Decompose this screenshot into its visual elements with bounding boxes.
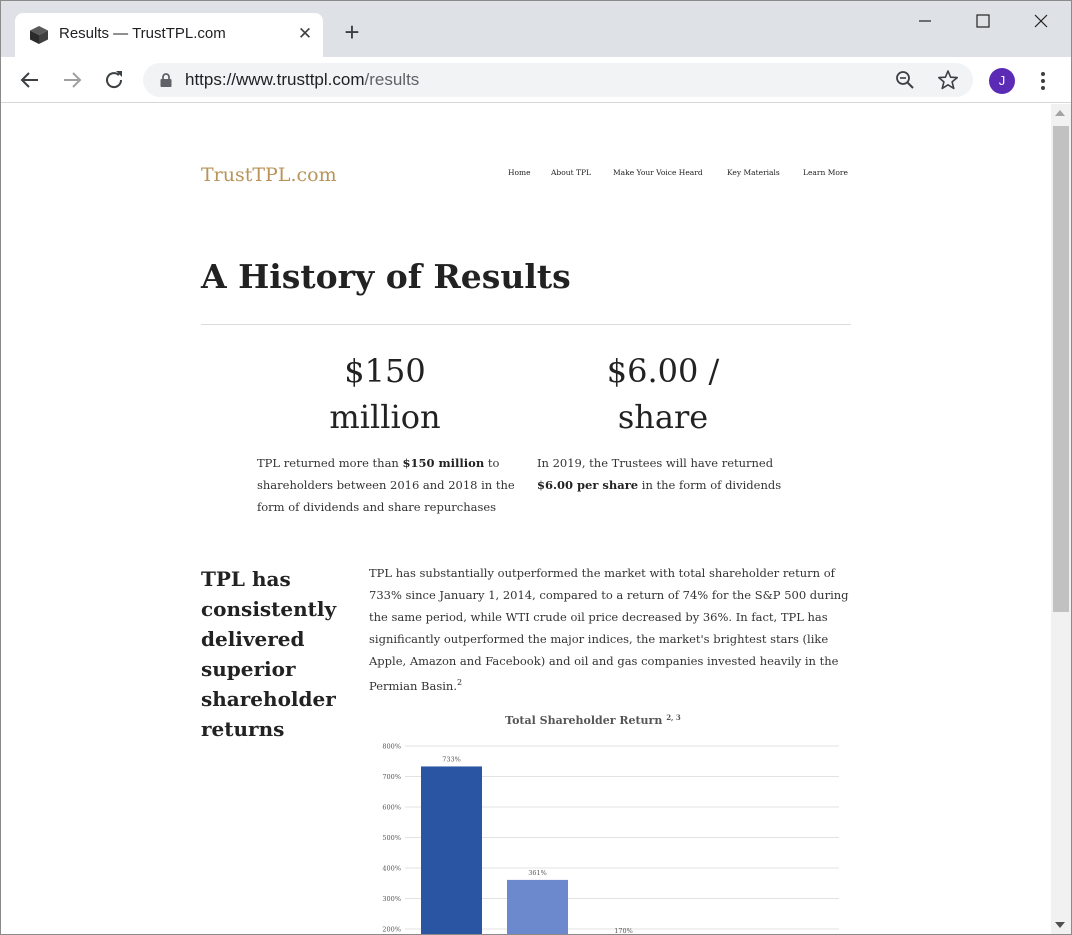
bar bbox=[421, 766, 482, 935]
stat-line-1: $150 bbox=[344, 352, 426, 390]
page-title: A History of Results bbox=[201, 257, 571, 296]
vertical-scrollbar[interactable] bbox=[1051, 104, 1071, 935]
nav-about-tpl[interactable]: About TPL bbox=[551, 168, 591, 177]
total-shareholder-return-chart bbox=[369, 712, 849, 935]
footnote-ref: 2 bbox=[456, 678, 463, 687]
y-tick-label: 200% bbox=[382, 925, 401, 934]
stat-returned-amount bbox=[285, 348, 485, 440]
nav-key-materials[interactable]: Key Materials bbox=[727, 168, 780, 177]
stat-line-2: million bbox=[329, 398, 441, 436]
bar-data-label: 361% bbox=[528, 868, 547, 877]
chart-title: Total Shareholder Return $^{2, 3}$ bbox=[505, 713, 681, 727]
stat-line-2: share bbox=[617, 398, 709, 436]
tab-title: Results — TrustTPL.com bbox=[59, 25, 226, 42]
nav-make-your-voice-heard[interactable]: Make Your Voice Heard bbox=[613, 168, 703, 177]
stat-per-share bbox=[563, 348, 763, 440]
y-tick-label: 400% bbox=[382, 864, 401, 873]
reload-icon[interactable] bbox=[99, 65, 129, 95]
y-tick-label: 500% bbox=[382, 834, 401, 842]
browser-toolbar bbox=[1, 57, 1071, 103]
stat-description: In 2019, the Trustees will have returned $6.00 per share in the form of dividends bbox=[537, 456, 782, 492]
y-tick-label: 600% bbox=[382, 803, 401, 812]
maximize-icon[interactable] bbox=[963, 7, 1003, 35]
scroll-up-arrow-icon[interactable] bbox=[1055, 110, 1065, 116]
active-tab[interactable] bbox=[15, 13, 323, 57]
lock-icon bbox=[159, 72, 173, 88]
zoom-out-icon[interactable] bbox=[895, 70, 915, 90]
url-text[interactable] bbox=[185, 70, 419, 90]
url-path: /results bbox=[364, 70, 420, 89]
y-tick-label: 300% bbox=[382, 895, 401, 903]
stat-line-1: $6.00 / bbox=[606, 352, 720, 390]
site-logo[interactable]: TrustTPL.com bbox=[201, 164, 337, 186]
nav-home[interactable]: Home bbox=[508, 168, 531, 177]
bar bbox=[507, 880, 568, 935]
divider bbox=[201, 324, 851, 325]
cube-favicon-icon bbox=[29, 25, 49, 45]
bar-data-label: 733% bbox=[442, 755, 461, 764]
page-viewport bbox=[1, 104, 1051, 935]
stat-description: TPL returned more than $150 million to shareholders between 2016 and 2018 in the form of dividends and share repurchases bbox=[257, 456, 515, 514]
new-tab-button[interactable]: + bbox=[344, 17, 360, 47]
nav-learn-more[interactable]: Learn More bbox=[803, 168, 848, 177]
site-nav bbox=[508, 168, 850, 182]
bar-data-label: 170% bbox=[614, 927, 633, 935]
y-tick-label: 800% bbox=[382, 742, 401, 751]
section-body: TPL has substantially outperformed the market with total shareholder return of 733% since January 1, 2014, compared to a return of 74% for the S&P 500 during the same period, while WTI crude oil price decreased by 36%. In fact, TPL has significantly outperformed the major indices, the market's brightest stars (like Apple, Amazon and Facebook) and oil and gas companies invested heavily in the Permian Basin.$^2$ bbox=[369, 566, 849, 693]
forward-arrow-icon[interactable] bbox=[57, 65, 87, 95]
url-host: https://www.trusttpl.com bbox=[185, 70, 365, 89]
bookmark-star-icon[interactable] bbox=[937, 69, 959, 91]
tab-strip bbox=[1, 1, 1071, 57]
y-tick-label: 700% bbox=[382, 773, 401, 781]
back-arrow-icon[interactable] bbox=[15, 65, 45, 95]
more-menu-icon[interactable] bbox=[1033, 69, 1053, 93]
window-close-icon[interactable] bbox=[1021, 7, 1061, 35]
scroll-down-arrow-icon[interactable] bbox=[1055, 922, 1065, 928]
address-bar[interactable] bbox=[143, 63, 973, 97]
tab-close-icon[interactable]: ✕ bbox=[297, 24, 313, 43]
scroll-thumb[interactable] bbox=[1053, 126, 1069, 612]
profile-avatar[interactable]: J bbox=[989, 68, 1015, 94]
section-heading: TPL has consistently delivered superior shareholder returns bbox=[201, 567, 337, 741]
minimize-icon[interactable] bbox=[905, 7, 945, 35]
